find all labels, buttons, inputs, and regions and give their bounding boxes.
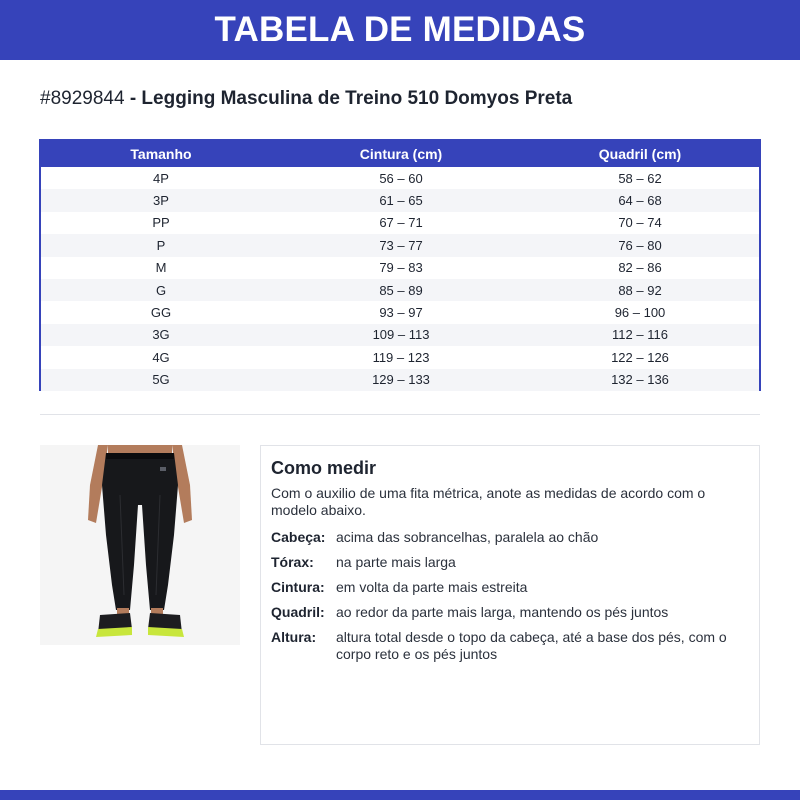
size-cell: 3P [41, 189, 281, 211]
section-divider [40, 414, 760, 415]
table-row [41, 167, 759, 189]
waist-cell: 67 – 71 [379, 215, 423, 231]
size-cell: M [155, 260, 167, 276]
size-cell: 4G [152, 349, 170, 365]
waist-cell: 73 – 77 [281, 234, 521, 256]
table-row [41, 257, 759, 279]
list-item [271, 529, 749, 546]
how-to-measure-intro: Com o auxilio de uma fita métrica, anote as medidas de acordo com o modelo abaixo. [271, 485, 706, 518]
size-cell: 5G [41, 369, 281, 391]
measure-desc: altura total desde o topo da cabeça, até a base dos pés, com o corpo reto e os pés juntos [336, 629, 727, 662]
waist-cell: 85 – 89 [281, 279, 521, 301]
hip-cell: 122 – 126 [611, 349, 669, 365]
table-row [41, 301, 759, 323]
model-photo [40, 445, 240, 645]
header-bar [0, 0, 800, 60]
table-row [41, 234, 759, 256]
hip-cell: 96 – 100 [614, 305, 666, 321]
measure-list [271, 529, 749, 663]
how-to-measure-box [260, 445, 760, 745]
hip-cell: 70 – 74 [618, 215, 662, 231]
measure-desc: acima das sobrancelhas, paralela ao chão [336, 529, 599, 545]
size-cell: P [41, 234, 281, 256]
measure-desc: em volta da parte mais estreita [336, 579, 528, 595]
waist-cell: 79 – 83 [379, 260, 423, 276]
measure-term: Quadril: [271, 604, 325, 620]
measure-term: Cintura: [271, 579, 325, 595]
measure-term: Tórax: [271, 554, 314, 570]
table-header-row [41, 141, 759, 167]
table-row [41, 212, 759, 234]
size-cell: 4P [153, 170, 169, 186]
hip-cell: 58 – 62 [618, 170, 662, 186]
hip-cell: 132 – 136 [521, 369, 759, 391]
table-row [41, 324, 759, 346]
measure-desc: ao redor da parte mais larga, mantendo os pés juntos [336, 604, 669, 620]
model-legging-illustration [40, 445, 240, 645]
table-row [41, 279, 759, 301]
size-table [41, 141, 759, 391]
list-item [271, 579, 749, 596]
column-header-hip: Quadril (cm) [521, 141, 759, 167]
table-row [41, 346, 759, 368]
waist-cell: 109 – 113 [281, 324, 521, 346]
measure-desc: na parte mais larga [336, 554, 456, 570]
column-header-size: Tamanho [41, 141, 281, 167]
hip-cell: 82 – 86 [618, 260, 662, 276]
table-row [41, 369, 759, 391]
list-item [271, 554, 749, 571]
page-title: TABELA DE MEDIDAS [214, 10, 586, 49]
how-to-measure-title: Como medir [271, 458, 377, 478]
size-cell: G [41, 279, 281, 301]
hip-cell: 76 – 80 [521, 234, 759, 256]
list-item [271, 604, 749, 621]
hip-cell: 64 – 68 [521, 189, 759, 211]
product-sku: #8929844 [40, 88, 125, 109]
column-header-waist: Cintura (cm) [281, 141, 521, 167]
product-title [40, 88, 760, 110]
size-cell: 3G [41, 324, 281, 346]
waist-cell: 119 – 123 [372, 349, 430, 365]
waist-cell: 93 – 97 [379, 305, 423, 321]
size-cell: PP [152, 215, 170, 231]
hip-cell: 88 – 92 [521, 279, 759, 301]
waist-cell: 56 – 60 [379, 170, 423, 186]
footer-bar [0, 790, 800, 800]
measure-term: Altura: [271, 629, 317, 645]
waist-cell: 61 – 65 [281, 189, 521, 211]
size-table-container [39, 139, 761, 391]
list-item [271, 629, 749, 663]
product-name: - Legging Masculina de Treino 510 Domyos Preta [124, 88, 573, 109]
measure-term: Cabeça: [271, 529, 326, 545]
waist-cell: 129 – 133 [281, 369, 521, 391]
table-row [41, 189, 759, 211]
size-cell: GG [150, 305, 172, 321]
hip-cell: 112 – 116 [521, 324, 759, 346]
